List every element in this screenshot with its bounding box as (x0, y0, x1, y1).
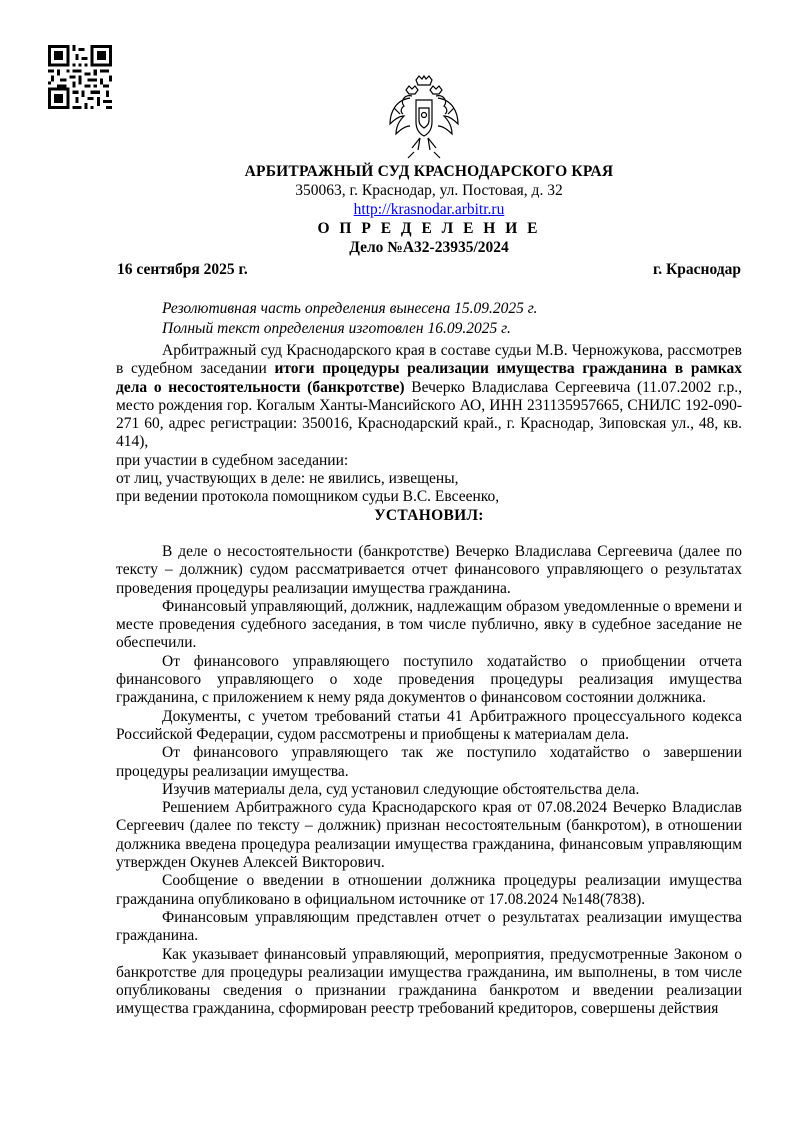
court-website-link[interactable]: http://krasnodar.arbitr.ru (353, 201, 505, 218)
body-paragraph: Изучив материалы дела, суд установил следующие обстоятельства дела. (162, 780, 640, 798)
persons-line: от лиц, участвующих в деле: не явились, извещены, (116, 470, 459, 488)
court-name: АРБИТРАЖНЫЙ СУД КРАСНОДАРСКОГО КРАЯ (244, 163, 614, 180)
body-paragraph: Решением Арбитражного суда Краснодарского края от 07.08.2024 Вечерко Владислав Сергеевич (далее по тексту – должник) признан несостоятельным (банкротом), в отношении должника введена процедура реализации имущества гражданина, финансовым управляющим утвержден Окунев Алексей Викторович. (116, 799, 742, 872)
body-paragraph: Документы, с учетом требований статьи 41 Арбитражного процессуального кодекса Российской Федерации, судом рассмотрены и приобщены к материалам дела. (116, 707, 742, 743)
double-headed-eagle-emblem-icon (386, 74, 462, 162)
resolution-notes (162, 299, 537, 339)
case-number: Дело №А32-23935/2024 (349, 239, 509, 256)
body-paragraph: Финансовый управляющий, должник, надлежащим образом уведомленные о времени и месте проведения судебного заседания, в том числе публично, явку в судебное заседание не обеспечили. (116, 597, 742, 652)
ustanovil-heading: УСТАНОВИЛ: (374, 506, 484, 524)
document-city: г. Краснодар (653, 261, 741, 278)
body-paragraph: Сообщение о введении в отношении должника процедуры реализации имущества гражданина опубликовано в официальном источнике от 17.08.2024 №148(7838). (116, 872, 742, 908)
document-date: 16 сентября 2025 г. (117, 261, 248, 278)
dateline (117, 261, 741, 279)
document-body (116, 342, 742, 1019)
resolution-note-2: Полный текст определения изготовлен 16.09.2025 г. (162, 320, 511, 337)
body-paragraph: От финансового управляющего так же поступило ходатайство о завершении процедуры реализации имущества. (116, 744, 742, 780)
body-paragraph: Как указывает финансовый управляющий, мероприятия, предусмотренные Законом о банкротстве для процедуры реализации имущества гражданина, им выполнены, в том числе опубликованы сведения о признании гражданина банкротом и введении реализации имущества гражданина, сформирован реестр требований кредиторов, совершены действия (116, 945, 742, 1018)
body-paragraph: От финансового управляющего поступило ходатайство о приобщении отчета финансового управляющего о ходе проведения процедуры реализация имущества гражданина, с приложением к нему ряда документов о финансовом состоянии должника. (116, 652, 742, 707)
protocol-line: при ведении протокола помощником судьи В.С. Евсеенко, (116, 488, 500, 506)
body-paragraph: Финансовым управляющим представлен отчет о результатах реализации имущества гражданина. (116, 908, 742, 945)
intro-text-1: Арбитражный суд Краснодарского края в составе судьи М.В. Черножукова, рассмотрев в судебном заседании (116, 342, 742, 378)
qr-code-icon (48, 45, 112, 109)
body-paragraph: В деле о несостоятельности (банкротстве) Вечерко Владислава Сергеевича (далее по тексту – должник) судом рассматривается отчет финансового управляющего о результатах проведения процедуры реализации имущества гражданина. (116, 542, 742, 597)
participation-line: при участии в судебном заседании: (116, 451, 349, 469)
intro-text-2: Вечерко Владислава Сергеевича (11.07.2002 г.р., место рождения гор. Когалым Ханты-Мансийского АО, ИНН 231135957665, СНИЛС 192-090-271 60, адрес регистрации: 350016, Краснодарский край., г. Краснодар, Зиповская ул., 48, кв. 414), (116, 378, 742, 451)
resolution-note-1: Резолютивная часть определения вынесена 15.09.2025 г. (162, 300, 538, 317)
intro-bold-text: итоги процедуры реализации имущества гражданина в рамках дела о несостоятельности (банкротстве) (116, 360, 742, 396)
court-header (0, 162, 800, 257)
intro-paragraph (116, 342, 742, 452)
court-address: 350063, г. Краснодар, ул. Постовая, д. 32 (295, 182, 563, 199)
document-type: О П Р Е Д Е Л Е Н И Е (317, 220, 541, 237)
